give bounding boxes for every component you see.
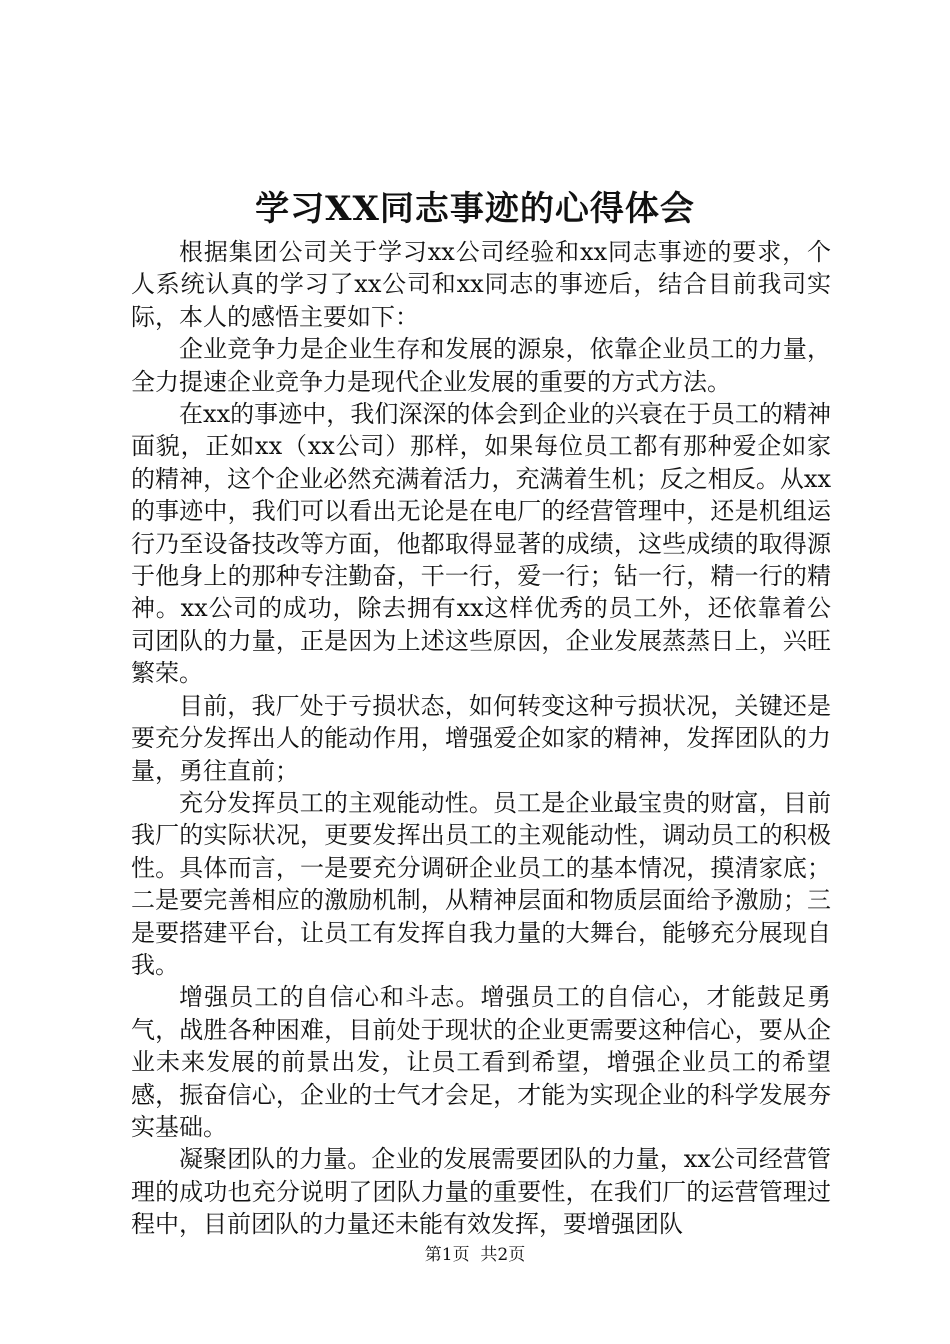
paragraph-7: 凝聚团队的力量。企业的发展需要团队的力量，xx公司经营管理的成功也充分说明了团队力量的重要性，在我们厂的运营管理过程中，目前团队的力量还未能有效发挥，要增强团队 [131, 1145, 831, 1239]
page-number: 第1页 [424, 1245, 470, 1265]
page-total: 共2页 [480, 1245, 526, 1265]
paragraph-5: 充分发挥员工的主观能动性。员工是企业最宝贵的财富，目前我厂的实际状况，更要发挥出员工的主观能动性，调动员工的积极性。具体而言，一是要充分调研企业员工的基本情况，摸清家底；二是要完善相应的激励机制，从精神层面和物质层面给予激励；三是要搭建平台，让员工有发挥自我力量的大舞台，能够充分展现自我。 [131, 788, 831, 979]
document-title: 学习XX同志事迹的心得体会 [255, 189, 695, 229]
paragraph-3: 在xx的事迹中，我们深深的体会到企业的兴衰在于员工的精神面貌，正如xx（xx公司）那样，如果每位员工都有那种爱企如家的精神，这个企业必然充满着活力，充满着生机；反之相反。从xx的事迹中，我们可以看出无论是在电厂的经营管理中，还是机组运行乃至设备技改等方面，他都取得显著的成绩，这些成绩的取得源于他身上的那种专注勤奋，干一行，爱一行；钻一行，精一行的精神。xx公司的成功，除去拥有xx这样优秀的员工外，还依靠着公司团队的力量，正是因为上述这些原因，企业发展蒸蒸日上，兴旺繁荣。 [131, 400, 831, 688]
paragraph-2: 企业竞争力是企业生存和发展的源泉，依靠企业员工的力量，全力提速企业竞争力是现代企业发展的重要的方式方法。 [131, 335, 831, 396]
paragraph-1: 根据集团公司关于学习xx公司经验和xx同志事迹的要求，个人系统认真的学习了xx公司和xx同志的事迹后，结合目前我司实际，本人的感悟主要如下： [131, 238, 831, 331]
paragraph-6: 增强员工的自信心和斗志。增强员工的自信心，才能鼓足勇气，战胜各种困难，目前处于现状的企业更需要这种信心，要从企业未来发展的前景出发，让员工看到希望，增强企业员工的希望感，振奋信心，企业的士气才会足，才能为实现企业的科学发展夯实基础。 [131, 983, 831, 1141]
page-footer [0, 1243, 950, 1267]
paragraph-4: 目前，我厂处于亏损状态，如何转变这种亏损状况，关键还是要充分发挥出人的能动作用，增强爱企如家的精神，发挥团队的力量，勇往直前； [131, 691, 831, 785]
document-body [131, 236, 831, 1241]
